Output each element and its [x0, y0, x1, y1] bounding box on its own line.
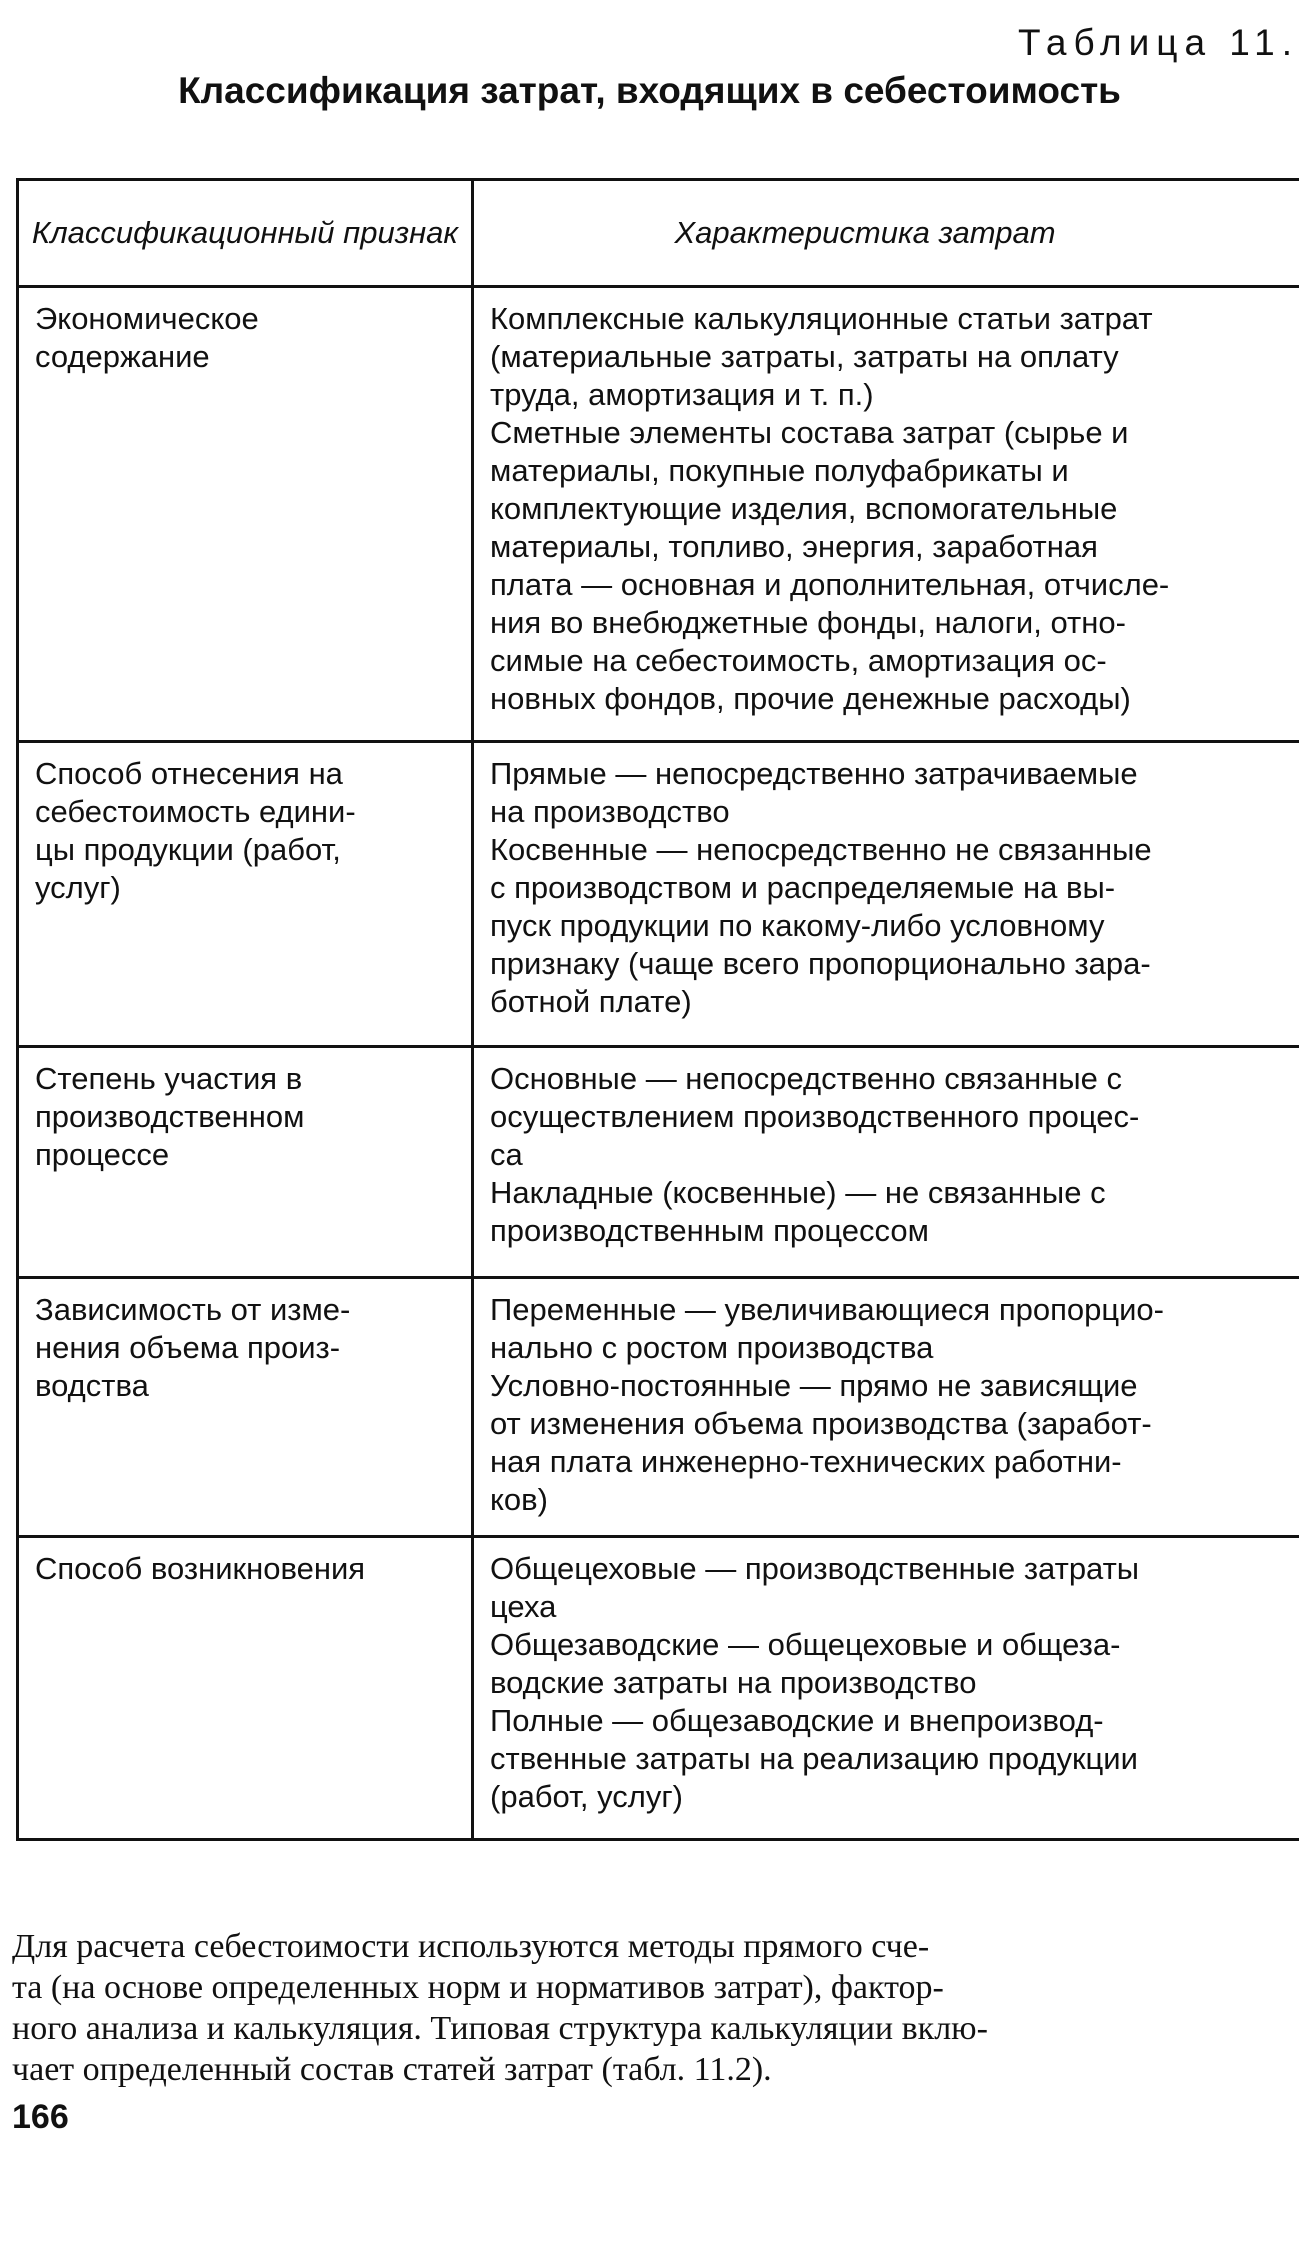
- feature-cell: [18, 287, 473, 742]
- text-line: Степень участия в: [35, 1061, 303, 1096]
- text-line: услуг): [35, 870, 121, 905]
- text-line: Для расчета себестоимости используются методы прямого сче-: [12, 1928, 930, 1965]
- text-line: ного анализа и калькуляция. Типовая структура калькуляции вклю-: [12, 2010, 988, 2047]
- text-line: содержание: [35, 339, 210, 374]
- text-line: Общезаводские — общецеховые и общеза-: [490, 1627, 1121, 1662]
- cost-classification-table: [16, 178, 1299, 1841]
- text-line: симые на себестоимость, амортизация ос-: [490, 643, 1107, 678]
- feature-cell: [18, 742, 473, 1047]
- description-cell: [473, 742, 1299, 1047]
- text-line: Способ возникновения: [35, 1551, 366, 1586]
- description-cell: [473, 1537, 1299, 1840]
- text-line: материалы, покупные полуфабрикаты и: [490, 453, 1069, 488]
- text-line: та (на основе определенных норм и нормативов затрат), фактор-: [12, 1969, 944, 2006]
- text-line: Косвенные — непосредственно не связанные: [490, 832, 1152, 867]
- text-line: Общецеховые — производственные затраты: [490, 1551, 1140, 1586]
- text-line: процессе: [35, 1137, 170, 1172]
- feature-cell: [18, 1537, 473, 1840]
- text-line: комплектующие изделия, вспомогательные: [490, 491, 1118, 526]
- text-line: производственном: [35, 1099, 305, 1134]
- text-line: Полные — общезаводские и внепроизвод-: [490, 1703, 1104, 1738]
- text-line: са: [490, 1137, 523, 1172]
- text-line: плата — основная и дополнительная, отчисле-: [490, 567, 1170, 602]
- description-cell: [473, 1278, 1299, 1537]
- table-row: [18, 1278, 1299, 1537]
- table-title: Классификация затрат, входящих в себестоимость: [178, 70, 1121, 111]
- table-row: [18, 1537, 1299, 1840]
- text-line: цы продукции (работ,: [35, 832, 341, 867]
- text-line: новных фондов, прочие денежные расходы): [490, 681, 1131, 716]
- page-number: 166: [12, 2098, 69, 2136]
- text-line: осуществлением производственного процес-: [490, 1099, 1140, 1134]
- text-line: ная плата инженерно-технических работни-: [490, 1444, 1122, 1479]
- text-line: материалы, топливо, энергия, заработная: [490, 529, 1098, 564]
- text-line: себестоимость едини-: [35, 794, 356, 829]
- text-line: (работ, услуг): [490, 1779, 683, 1814]
- table-row: [18, 1047, 1299, 1278]
- feature-cell: [18, 1047, 473, 1278]
- text-line: Прямые — непосредственно затрачиваемые: [490, 756, 1138, 791]
- text-line: нально с ростом производства: [490, 1330, 934, 1365]
- text-line: ственные затраты на реализацию продукции: [490, 1741, 1138, 1776]
- table-number: Таблица 11.: [1017, 22, 1299, 63]
- text-line: водства: [35, 1368, 149, 1403]
- text-line: Условно-постоянные — прямо не зависящие: [490, 1368, 1138, 1403]
- description-cell: [473, 1047, 1299, 1278]
- description-cell: [473, 287, 1299, 742]
- text-line: труда, амортизация и т. п.): [490, 377, 874, 412]
- text-line: ков): [490, 1482, 548, 1517]
- text-line: чает определенный состав статей затрат (табл. 11.2).: [12, 2051, 772, 2088]
- text-line: водские затраты на производство: [490, 1665, 977, 1700]
- text-line: Способ отнесения на: [35, 756, 343, 791]
- text-line: Экономическое: [35, 301, 259, 336]
- text-line: ботной плате): [490, 984, 692, 1019]
- text-line: на производство: [490, 794, 730, 829]
- text-line: (материальные затраты, затраты на оплату: [490, 339, 1119, 374]
- table-header-row: [18, 180, 1299, 287]
- text-line: Комплексные калькуляционные статьи затрат: [490, 301, 1153, 336]
- column-header-description: Характеристика затрат: [473, 180, 1299, 287]
- text-line: цеха: [490, 1589, 557, 1624]
- text-line: Основные — непосредственно связанные с: [490, 1061, 1122, 1096]
- text-line: пуск продукции по какому-либо условному: [490, 908, 1105, 943]
- body-paragraph: [12, 1926, 1299, 2090]
- table-row: [18, 287, 1299, 742]
- text-line: производственным процессом: [490, 1213, 929, 1248]
- text-line: нения объема произ-: [35, 1330, 341, 1365]
- text-line: ния во внебюджетные фонды, налоги, отно-: [490, 605, 1126, 640]
- text-line: Переменные — увеличивающиеся пропорцио-: [490, 1292, 1164, 1327]
- text-line: с производством и распределяемые на вы-: [490, 870, 1116, 905]
- text-line: Зависимость от изме-: [35, 1292, 351, 1327]
- text-line: признаку (чаще всего пропорционально зара-: [490, 946, 1151, 981]
- text-line: Сметные элементы состава затрат (сырье и: [490, 415, 1129, 450]
- text-line: Накладные (косвенные) — не связанные с: [490, 1175, 1106, 1210]
- feature-cell: [18, 1278, 473, 1537]
- text-line: от изменения объема производства (заработ-: [490, 1406, 1152, 1441]
- column-header-feature: Классификационный признак: [18, 180, 473, 287]
- table-row: [18, 742, 1299, 1047]
